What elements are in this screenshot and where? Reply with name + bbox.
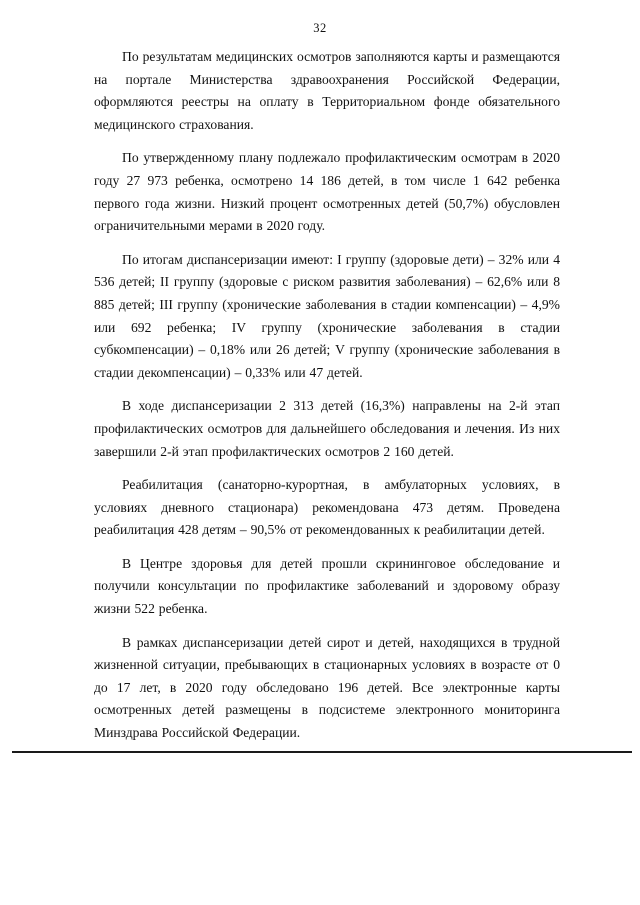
page-number: 32 [313, 21, 327, 35]
paragraph-second-stage: В ходе диспансеризации 2 313 детей (16,3%) направлены на 2-й этап профилактических осмотров для дальнейшего обследования и лечения. Из них завершили 2-й этап профилактических осмотров 2 160 детей. [94, 398, 560, 459]
paragraph-orphans-screening: В рамках диспансеризации детей сирот и детей, находящихся в трудной жизненной ситуации, пребывающих в стационарных условиях в возрасте от 0 до 17 лет, в 2020 году обследовано 196 детей. Все электронные карты осмотренных детей размещены в подсистеме электронного мониторинга Минздрава Российской Федерации. [94, 634, 560, 741]
paragraph-medical-exam-cards: По результатам медицинских осмотров заполняются карты и размещаются на портале Министерства здравоохранения Российской Федерации, оформляются реестры на оплату в Территориальном фонде обязательного медицинского страхования. [94, 49, 560, 132]
paragraph-health-groups: По итогам диспансеризации имеют: I группу (здоровые дети) – 32% или 4 536 детей; II группу (здоровые с риском развития заболевания) – 62,6% или 8 885 детей; III группу (хронические заболевания в стадии компенсации) – 4,9% или 692 ребенка; IV группу (хронические заболевания в стадии субкомпенсации) – 0,18% или 26 детей; V группу (хронические заболевания в стадии декомпенсации) – 0,33% или 47 детей. [94, 251, 560, 380]
paragraph-rehabilitation: Реабилитация (санаторно-курортная, в амбулаторных условиях, в условиях дневного стационара) рекомендована 473 детям. Проведена реабилитация 428 детям – 90,5% от рекомендованных к реабилитации детей. [94, 477, 560, 538]
document-body [94, 46, 560, 756]
paragraph-preventive-exams-plan: По утвержденному плану подлежало профилактическим осмотрам в 2020 году 27 973 ребенка, осмотрено 14 186 детей, в том числе 1 642 ребенка первого года жизни. Низкий процент осмотренных детей (50,7%) обусловлен ограничительными мерами в 2020 году. [94, 150, 560, 234]
paragraph-health-center: В Центре здоровья для детей прошли скрининговое обследование и получили консультации по профилактике заболеваний и здоровому образу жизни 522 ребенка. [94, 555, 560, 617]
horizontal-divider [12, 751, 632, 753]
